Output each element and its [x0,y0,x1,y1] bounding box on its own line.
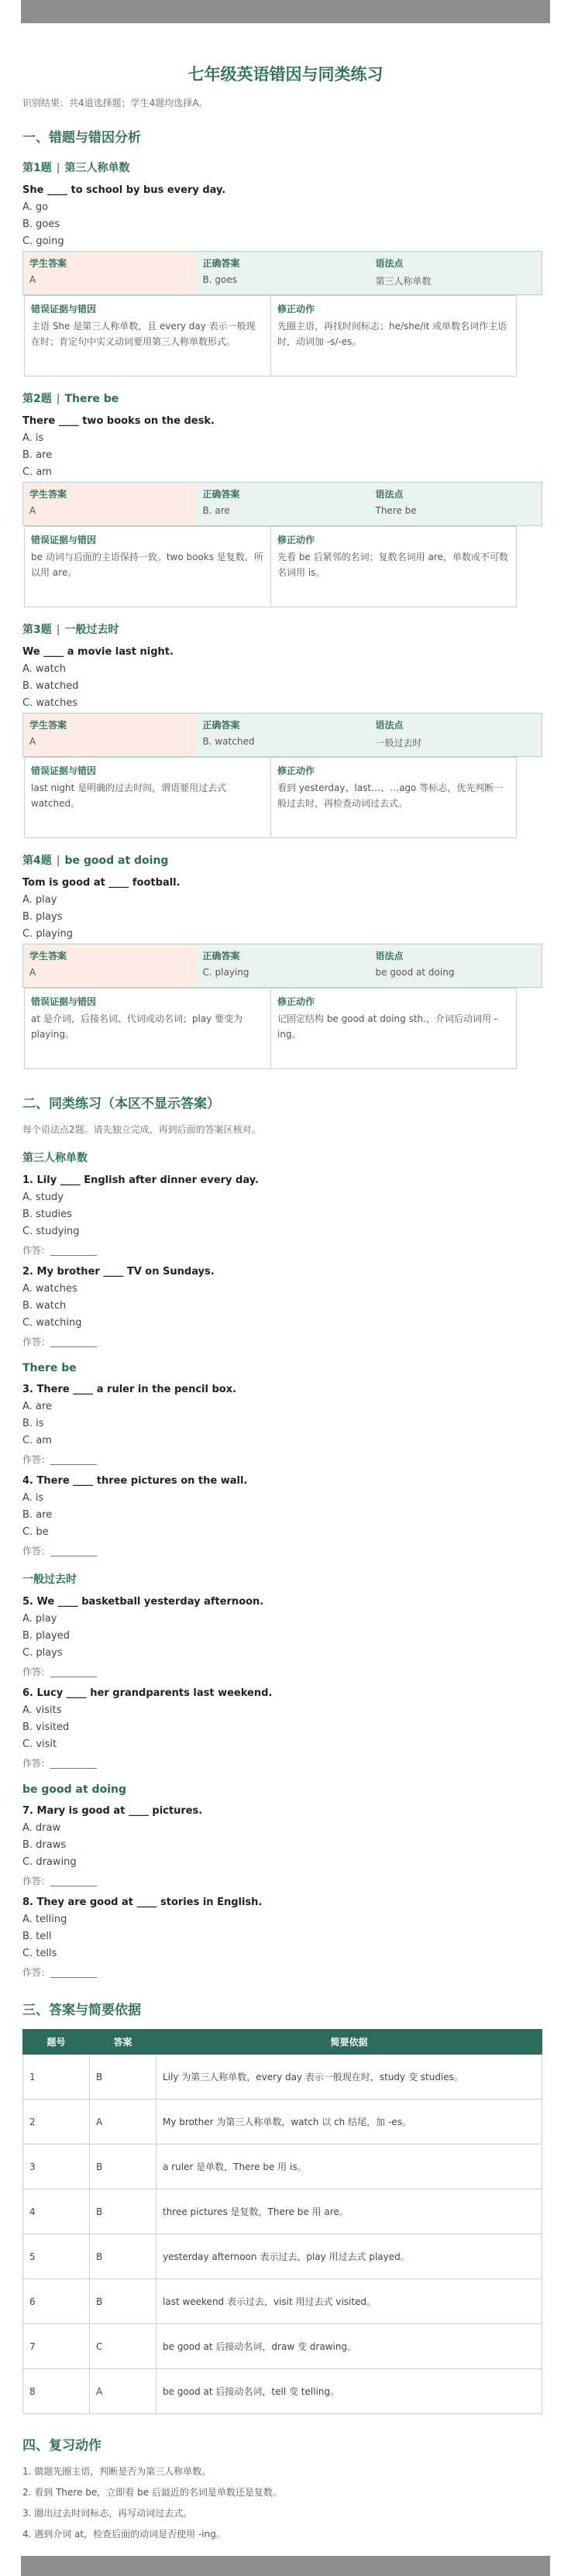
practice-stem: 1. Lily ____ English after dinner every day. [22,1175,259,1186]
practice-stem: 7. Mary is good at ____ pictures. [22,1805,203,1817]
practice-option: B. tell [22,1931,52,1942]
answer-key-number: 6 [23,2279,90,2324]
practice-stem: 4. There ____ three pictures on the wall. [22,1475,248,1487]
answer-key-basis: Lily 为第三人称单数，every day 表示一般现在时，study 变 studies。 [157,2055,542,2100]
correct-label: 正确答案 [202,720,240,731]
answer-key-row [23,2279,542,2324]
correct-value: B. watched [202,736,255,747]
fix-text: 先看 be 后紧邻的名词；复数名词用 are，单数或不可数名词用 is。 [277,552,508,578]
evidence-text: be 动词与后面的主语保持一致。two books 是复数，所以用 are。 [31,552,263,578]
practice-option: B. is [22,1418,44,1429]
correct-answer-cell [197,252,370,295]
student-value: A [29,274,36,285]
point-value: 第三人称单数 [375,276,432,287]
point-label: 语法点 [375,258,404,269]
practice-group-heading: There be [22,1362,77,1374]
student-value: A [29,505,36,516]
answer-key-answer: C [90,2324,157,2369]
question-topic: 一般过去时 [64,624,119,636]
option-item: A. go [22,201,49,213]
heading-divider: | [56,624,60,636]
practice-answer-line: 作答：__________ [22,1336,98,1347]
section2-heading: 二、同类练习（本区不显示答案） [22,1096,220,1112]
answer-key-basis: be good at 后接动名词，draw 变 drawing。 [157,2324,542,2369]
answer-key-basis: last weekend 表示过去，visit 用过去式 visited。 [157,2279,542,2324]
practice-option: B. watch [22,1300,67,1312]
answer-summary-row [23,252,542,295]
evidence-row [25,527,517,607]
practice-answer-line: 作答：__________ [22,1454,98,1465]
practice-stem: 8. They are good at ____ stories in English. [22,1897,263,1908]
review-item: 4. 遇到介词 at，检查后面的动词是否使用 -ing。 [22,2529,225,2540]
correct-value: B. are [202,505,230,516]
answer-summary-table [22,713,542,757]
option-item: A. play [22,894,57,906]
answer-key-header-row [23,2030,542,2055]
answer-key-number: 2 [23,2100,90,2144]
student-label: 学生答案 [29,258,67,269]
evidence-cell [25,989,271,1069]
practice-group-heading: 第三人称单数 [22,1152,88,1164]
fix-cell [271,989,517,1069]
practice-option: A. draw [22,1822,61,1834]
heading-divider: | [56,162,60,174]
practice-stem: 6. Lucy ____ her grandparents last weekend. [22,1687,273,1699]
section1-heading: 一、错题与错因分析 [22,130,141,146]
review-item: 1. 做题先圈主语，判断是否为第三人称单数。 [22,2466,212,2477]
section3-heading: 三、答案与简要依据 [22,2003,141,2018]
fix-label: 修正动作 [277,304,315,315]
answer-key-answer: B [90,2144,157,2189]
fix-text: 看到 yesterday、last…、…ago 等标志，优先判断一般过去时，再检查动词过去式。 [277,782,504,809]
correct-answer-cell [197,714,370,757]
question-number: 第3题 [22,624,52,636]
answer-key-row [23,2369,542,2414]
answer-key-row [23,2100,542,2144]
practice-answer-line: 作答：__________ [22,1546,98,1556]
point-answer-cell [370,252,542,295]
student-answer-cell [23,252,197,295]
correct-label: 正确答案 [202,258,240,269]
answer-key-basis: a ruler 是单数，There be 用 is。 [157,2144,542,2189]
option-item: C. am [22,466,52,478]
point-label: 语法点 [375,489,404,500]
top-scroll-bar [21,0,550,23]
answer-key-number: 8 [23,2369,90,2414]
answer-key-number: 5 [23,2234,90,2279]
document-page [21,23,550,2556]
practice-answer-line: 作答：__________ [22,1758,98,1769]
question-topic: be good at doing [64,855,169,867]
answer-key-row [23,2189,542,2234]
heading-divider: | [56,393,60,405]
practice-option: C. watching [22,1317,82,1329]
question-heading [22,621,549,637]
answer-summary-table [22,944,542,988]
evidence-label: 错误证据与错因 [31,765,97,776]
practice-option: A. is [22,1492,44,1504]
option-item: B. goes [22,218,60,230]
practice-option: B. visited [22,1721,70,1733]
option-item: B. plays [22,911,63,923]
answer-key-row [23,2144,542,2189]
answer-key-answer: A [90,2369,157,2414]
answer-key-number: 4 [23,2189,90,2234]
option-list [22,432,549,478]
question-number: 第4题 [22,855,52,867]
student-label: 学生答案 [29,489,67,500]
question-number: 第2题 [22,393,52,405]
answer-key-header-basis: 简要依据 [157,2030,542,2055]
practice-group-heading: 一般过去时 [22,1573,77,1586]
practice-option: C. plays [22,1647,63,1659]
student-answer-cell [23,944,197,988]
fix-label: 修正动作 [277,765,315,776]
question-block [22,621,549,838]
practice-option: B. draws [22,1839,67,1851]
question-number: 第1题 [22,162,52,174]
answer-key-header-number: 题号 [23,2030,90,2055]
practice-option: A. study [22,1192,64,1203]
evidence-cell [25,527,271,607]
point-label: 语法点 [375,951,404,961]
practice-answer-line: 作答：__________ [22,1666,98,1677]
practice-option: C. studying [22,1226,80,1237]
answer-key-number: 7 [23,2324,90,2369]
practice-option: B. played [22,1630,70,1642]
question-topic: 第三人称单数 [64,162,130,174]
document-title: 七年级英语错因与同类练习 [187,65,384,84]
correct-label: 正确答案 [202,951,240,961]
evidence-text: at 是介词，后接名词、代词或动名词；play 要变为 playing。 [31,1013,243,1040]
option-list [22,663,549,709]
section2-practice [22,1150,549,1979]
option-list [22,201,549,247]
section4-heading: 四、复习动作 [22,2438,101,2454]
answer-key-answer: B [90,2055,157,2100]
review-list [22,2464,549,2540]
question-stem: There ____ two books on the desk. [22,415,215,427]
practice-stem: 3. There ____ a ruler in the pencil box. [22,1384,237,1395]
answer-key-row [23,2234,542,2279]
practice-stem: 2. My brother ____ TV on Sundays. [22,1266,215,1278]
answer-summary-table [22,251,542,295]
evidence-cell [25,296,271,377]
evidence-row [25,758,517,838]
answer-key-answer: B [90,2234,157,2279]
evidence-label: 错误证据与错因 [31,996,97,1007]
evidence-row [25,989,517,1069]
point-value: 一般过去时 [375,738,422,748]
practice-option: B. are [22,1509,53,1521]
evidence-table [24,757,517,838]
practice-option: B. studies [22,1209,72,1220]
answer-key-number: 1 [23,2055,90,2100]
answer-key-header-answer: 答案 [90,2030,157,2055]
heading-divider: | [56,855,60,867]
option-item: C. going [22,236,64,247]
fix-cell [271,758,517,838]
answer-summary-row [23,944,542,988]
point-answer-cell [370,483,542,526]
fix-text: 记固定结构 be good at doing sth.，介词后动词用 -ing。 [277,1013,498,1040]
option-item: C. watches [22,697,78,709]
student-label: 学生答案 [29,720,67,731]
question-heading [22,160,549,175]
point-value: There be [375,505,417,516]
option-item: C. playing [22,928,73,940]
question-block [22,390,549,607]
fix-cell [271,296,517,377]
evidence-label: 错误证据与错因 [31,535,97,545]
fix-label: 修正动作 [277,535,315,545]
correct-value: C. playing [202,967,249,978]
answer-key-answer: A [90,2100,157,2144]
fix-text: 先圈主语，再找时间标志；he/she/it 或单数名词作主语时，动词加 -s/-es。 [277,321,507,347]
answer-key-basis: three pictures 是复数，There be 用 are。 [157,2189,542,2234]
practice-option: C. be [22,1526,49,1538]
student-value: A [29,736,36,747]
review-item: 2. 看到 There be，立即看 be 后最近的名词是单数还是复数。 [22,2487,282,2498]
evidence-row [25,296,517,377]
point-value: be good at doing [375,967,455,978]
question-stem: Tom is good at ____ football. [22,877,181,889]
practice-option: C. visit [22,1739,57,1750]
student-value: A [29,967,36,978]
document-subtitle: 识别结果：共4道选择题；学生4题均选择A。 [22,98,208,108]
answer-key-row [23,2055,542,2100]
question-stem: We ____ a movie last night. [22,646,174,658]
answer-key-basis: yesterday afternoon 表示过去，play 用过去式 played。 [157,2234,542,2279]
option-item: A. is [22,432,44,444]
answer-key-basis: be good at 后接动名词，tell 变 telling。 [157,2369,542,2414]
student-label: 学生答案 [29,951,67,961]
question-topic: There be [64,393,119,405]
evidence-text: 主语 She 是第三人称单数，且 every day 表示一般现在时；肯定句中实义动词要用第三人称单数形式。 [31,321,256,347]
answer-key-table [22,2029,542,2414]
correct-answer-cell [197,483,370,526]
practice-option: A. play [22,1613,57,1625]
review-item: 3. 圈出过去时间标志，再写动词过去式。 [22,2508,193,2519]
practice-option: A. are [22,1401,52,1412]
answer-key-number: 3 [23,2144,90,2189]
option-item: A. watch [22,663,67,675]
section1-questions [22,160,549,1069]
student-answer-cell [23,483,197,526]
answer-summary-row [23,483,542,526]
point-label: 语法点 [375,720,404,731]
correct-value: B. goes [202,274,237,285]
point-answer-cell [370,944,542,988]
answer-key-row [23,2324,542,2369]
correct-label: 正确答案 [202,489,240,500]
evidence-text: last night 是明确的过去时间，谓语要用过去式 watched。 [31,782,227,809]
option-item: B. watched [22,680,79,692]
student-answer-cell [23,714,197,757]
section2-note: 每个语法点2题。请先独立完成，再到后面的答案区核对。 [22,1124,261,1135]
answer-summary-row [23,714,542,757]
question-heading [22,390,549,406]
question-heading [22,852,549,868]
practice-option: C. drawing [22,1856,77,1868]
practice-stem: 5. We ____ basketball yesterday afternoon. [22,1596,264,1608]
fix-label: 修正动作 [277,996,315,1007]
practice-option: A. telling [22,1914,67,1925]
practice-option: C. am [22,1435,52,1446]
evidence-table [24,526,517,607]
option-item: B. are [22,449,53,461]
answer-key-basis: My brother 为第三人称单数，watch 以 ch 结尾，加 -es。 [157,2100,542,2144]
practice-answer-line: 作答：__________ [22,1876,98,1886]
evidence-label: 错误证据与错因 [31,304,97,315]
practice-group-heading: be good at doing [22,1783,126,1796]
answer-key-answer: B [90,2189,157,2234]
fix-cell [271,527,517,607]
evidence-table [24,988,517,1069]
evidence-cell [25,758,271,838]
practice-answer-line: 作答：__________ [22,1967,98,1978]
question-block [22,852,549,1069]
practice-option: A. watches [22,1283,77,1295]
practice-option: C. tells [22,1948,57,1959]
point-answer-cell [370,714,542,757]
answer-key-answer: B [90,2279,157,2324]
practice-answer-line: 作答：__________ [22,1245,98,1256]
answer-summary-table [22,482,542,526]
practice-option: A. visits [22,1704,62,1716]
question-stem: She ____ to school by bus every day. [22,184,226,196]
evidence-table [24,295,517,377]
bottom-scroll-bar [21,2556,550,2576]
option-list [22,894,549,940]
question-block [22,160,549,377]
correct-answer-cell [197,944,370,988]
